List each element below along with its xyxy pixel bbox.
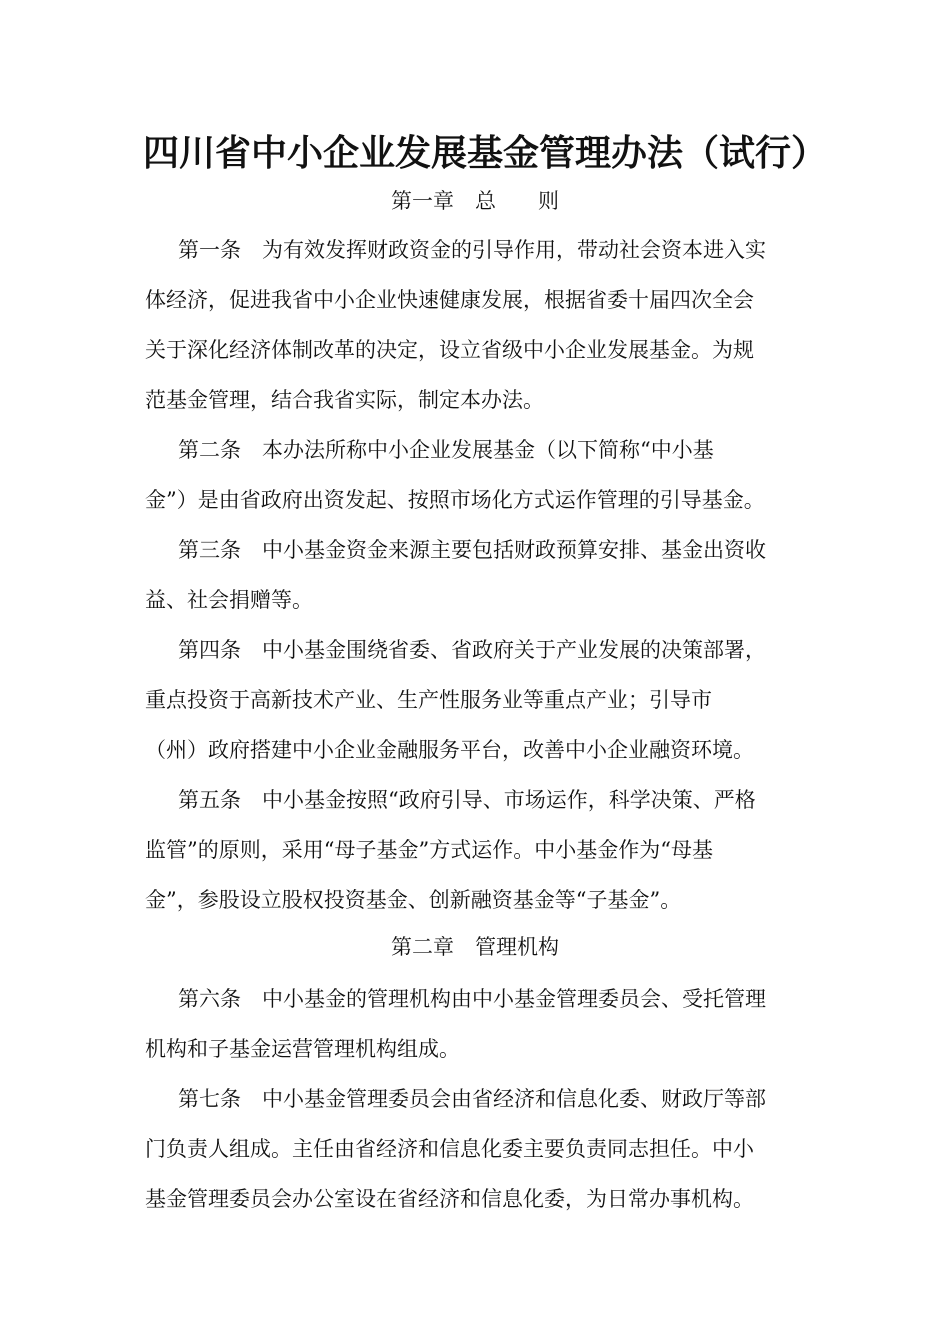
document-title: 四川省中小企业发展基金管理办法（试行）: [143, 132, 828, 174]
article-1-line-2: 体经济，促进我省中小企业快速健康发展，根据省委十届四次全会: [145, 288, 754, 312]
article-5-line-1: 第五条 中小基金按照“政府引导、市场运作，科学决策、严格: [178, 788, 756, 812]
article-3-line-2: 益、社会捐赠等。: [145, 588, 313, 612]
article-7-line-1: 第七条 中小基金管理委员会由省经济和信息化委、财政厅等部: [178, 1087, 766, 1111]
article-3-line-1: 第三条 中小基金资金来源主要包括财政预算安排、基金出资收: [178, 538, 766, 562]
article-6-line-1: 第六条 中小基金的管理机构由中小基金管理委员会、受托管理: [178, 987, 766, 1011]
chapter-heading-2: 第二章 管理机构: [391, 935, 559, 959]
article-1-line-3: 关于深化经济体制改革的决定，设立省级中小企业发展基金。为规: [145, 338, 754, 362]
article-4-line-1: 第四条 中小基金围绕省委、省政府关于产业发展的决策部署，: [178, 638, 766, 662]
article-5-line-2: 监管”的原则，采用“母子基金”方式运作。中小基金作为“母基: [145, 838, 713, 862]
article-7-line-3: 基金管理委员会办公室设在省经济和信息化委，为日常办事机构。: [145, 1187, 754, 1211]
chapter-heading-1: 第一章 总 则: [391, 189, 559, 213]
article-7-line-2: 门负责人组成。主任由省经济和信息化委主要负责同志担任。中小: [145, 1137, 754, 1161]
article-1-line-4: 范基金管理，结合我省实际，制定本办法。: [145, 388, 544, 412]
article-4-line-2: 重点投资于高新技术产业、生产性服务业等重点产业；引导市: [145, 688, 712, 712]
article-1-line-1: 第一条 为有效发挥财政资金的引导作用，带动社会资本进入实: [178, 238, 766, 262]
article-2-line-2: 金”）是由省政府出资发起、按照市场化方式运作管理的引导基金。: [145, 488, 765, 512]
article-2-line-1: 第二条 本办法所称中小企业发展基金（以下简称“中小基: [178, 438, 714, 462]
article-4-line-3: （州）政府搭建中小企业金融服务平台，改善中小企业融资环境。: [145, 738, 754, 762]
article-5-line-3: 金”，参股设立股权投资基金、创新融资基金等“子基金”。: [145, 888, 682, 912]
article-6-line-2: 机构和子基金运营管理机构组成。: [145, 1037, 460, 1061]
